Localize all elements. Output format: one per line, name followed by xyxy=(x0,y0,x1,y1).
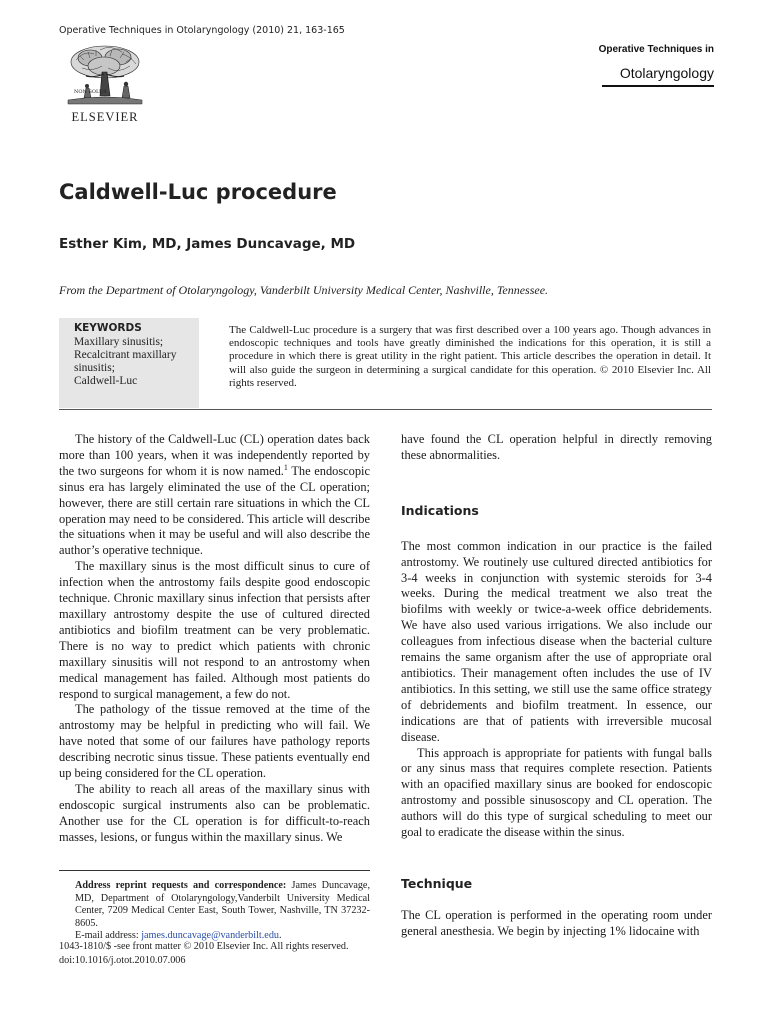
body-paragraph: The most common indication in our practice is the failed antrostomy. We routinely use cultured directed antibiotics for 3-4 weeks in conjunction with systemic steroids for 3-4 weeks. During the medical treatment we also treat the biofilms with weekly or twice-a-week office debridements. We have also used various irrigations. We also include our colleagues from infectious disease when the bacterial culture remains the same organism after the use of appropriate oral antibiotics. Their management often includes the use of IV antibiotics. In this setting, we still use the same office strategy of debridements and biofilm treatment. In essence, our indications are that of patients with irreversible mucosal disease. xyxy=(401,538,712,744)
body-paragraph: have found the CL operation helpful in directly removing these abnormalities. xyxy=(401,432,712,462)
keywords-box xyxy=(59,318,199,408)
body-column-right xyxy=(401,432,712,940)
front-matter xyxy=(59,940,370,967)
keywords-heading: KEYWORDS xyxy=(74,322,142,334)
footnote-divider xyxy=(59,870,370,871)
journal-name-line1: Operative Techniques in xyxy=(598,44,714,55)
section-heading-technique: Technique xyxy=(401,875,473,891)
article-title: Caldwell-Luc procedure xyxy=(59,180,337,204)
body-text: The endoscopic sinus era has largely eliminated the use of the CL operation; however, there are still certain rare situations in which the CL operation may need to be considered. This article will describe the situations when it may be useful and will also describe the author’s operative technique. xyxy=(59,463,370,558)
publisher-name: ELSEVIER xyxy=(71,110,139,124)
footnote-address-text: James Duncavage, MD, Department of Otolaryngology,Vanderbilt University Medical Center, 7209 Medical Center East, South Tower, Nashville, TN 37232-8605. xyxy=(75,880,370,929)
reference-marker[interactable]: 1 xyxy=(283,462,288,472)
svg-text:NON SOLUS: NON SOLUS xyxy=(74,89,107,95)
keyword-item: Caldwell-Luc xyxy=(74,375,138,387)
footnote-label: Address reprint requests and correspondence: xyxy=(75,880,287,891)
journal-citation: Operative Techniques in Otolaryngology (2010) 21, 163-165 xyxy=(59,25,345,36)
abstract-text: The Caldwell-Luc procedure is a surgery that was first described over a 100 years ago. Though advances in endoscopic techniques and tools have greatly diminished the indications for this operation, it is still a procedure in which there is great utility in the right patient. This article describes the operation in detail. It will also guide the surgeon in determining a surgical candidate for this operation. © 2010 Elsevier Inc. All rights reserved. xyxy=(229,324,711,389)
journal-name-line2: Otolaryngology xyxy=(619,65,714,81)
body-paragraph: The ability to reach all areas of the maxillary sinus with endoscopic surgical instruments also can be problematic. Another use for the CL operation is for difficult-to-reach masses, lesions, or fungus within the maxillary sinus. We xyxy=(59,781,370,844)
article-authors: Esther Kim, MD, James Duncavage, MD xyxy=(59,236,356,252)
email-label: E-mail address: xyxy=(75,930,142,942)
body-paragraph xyxy=(59,432,370,559)
body-text: The history of the Caldwell-Luc (CL) operation dates back more than 100 years, when it was independently reported by the two surgeons for whom it is now named. xyxy=(59,432,370,478)
body-paragraph: The maxillary sinus is the most difficult sinus to cure of infection when the antrostomy fails despite good endoscopic technique. Chronic maxillary sinus infection that persists after maxillary antrostomy despite the use of cultured directed antibiotics and biofilm treatment can be very problematic. There is no way to predict which patients with chronic maxillary sinusitis will not respond to an antrostomy when medical management has failed. Although most patients do respond to surgical management, a few do not. xyxy=(59,559,370,701)
body-column-left xyxy=(59,432,370,846)
email-end: . xyxy=(279,930,282,942)
body-paragraph: This approach is appropriate for patients with fungal balls or any sinus mass that requires complete resection. Patients with an opacified maxillary sinus are booked for endoscopic antrostomy and possible sinusoscopy and CL operation. The authors will do this type of surgical scheduling to meet our goal to eradicate the disease within the sinus. xyxy=(401,745,712,840)
abstract-divider xyxy=(59,409,712,410)
elsevier-tree-icon xyxy=(62,44,148,108)
body-paragraph: The CL operation is performed in the operating room under general anesthesia. We begin by injecting 1% lidocaine with xyxy=(401,907,712,938)
journal-masthead xyxy=(596,44,714,87)
issn-line: 1043-1810/$ -see front matter © 2010 Elsevier Inc. All rights reserved. xyxy=(59,941,349,952)
author-affiliation: From the Department of Otolaryngology, Vanderbilt University Medical Center, Nashville, Tennessee. xyxy=(59,283,549,297)
doi-line[interactable]: doi:10.1016/j.otot.2010.07.006 xyxy=(59,954,186,966)
section-heading-indications: Indications xyxy=(401,502,479,518)
keyword-item: Recalcitrant maxillary xyxy=(74,349,177,361)
masthead-rule xyxy=(602,85,714,87)
keyword-item: sinusitis; xyxy=(74,362,115,374)
elsevier-logo xyxy=(59,44,151,128)
email-link[interactable]: james.duncavage@vanderbilt.edu xyxy=(141,930,280,942)
footnote-address xyxy=(59,880,370,930)
body-paragraph: The pathology of the tissue removed at the time of the antrostomy may be helpful in predicting who will fail. We have noted that some of our failures have pathology reports describing necrotic sinus tissue. These patients eventually end up being considered for the CL operation. xyxy=(59,702,370,781)
correspondence-footnote xyxy=(59,880,370,943)
keyword-item: Maxillary sinusitis; xyxy=(74,336,164,348)
